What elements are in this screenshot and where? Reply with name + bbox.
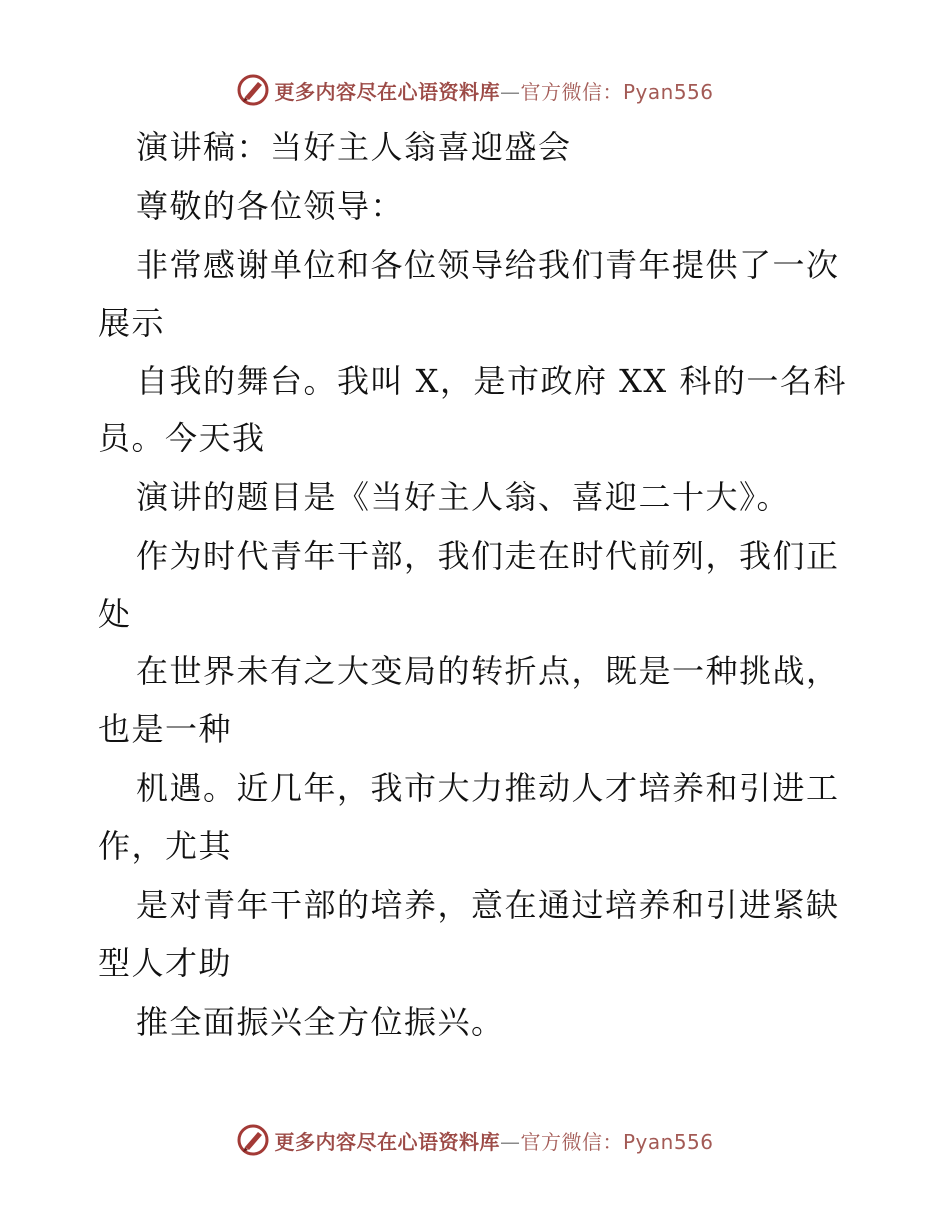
pen-logo-icon [236, 1123, 270, 1157]
paragraph-line: 是对青年干部的培养，意在通过培养和引进紧缺 [136, 886, 840, 924]
paragraph-line: 自我的舞台。我叫 X，是市政府 XX 科的一名科 [136, 362, 847, 400]
paragraph-line: 演讲的题目是《当好主人翁、喜迎二十大》。 [136, 478, 791, 516]
banner-text [274, 1126, 713, 1155]
salutation: 尊敬的各位领导： [136, 187, 405, 225]
paragraph-line: 作为时代青年干部，我们走在时代前列，我们正 [136, 537, 840, 575]
paragraph-line: 作，尤其 [98, 827, 233, 865]
banner-separator: — [499, 79, 521, 104]
banner-separator: — [499, 1129, 521, 1154]
paragraph-line: 处 [98, 595, 132, 633]
banner-wechat-label: 官方微信： [520, 1129, 623, 1154]
paragraph-line: 员。今天我 [98, 419, 266, 457]
banner-wechat-id: Pyan556 [622, 79, 714, 104]
banner-site-text: 更多内容尽在心语资料库 [274, 79, 500, 104]
banner-text [274, 76, 713, 105]
pen-logo-icon [236, 73, 270, 107]
paragraph-line: 也是一种 [98, 710, 233, 748]
paragraph-line: 机遇。近几年，我市大力推动人才培养和引进工 [136, 769, 840, 807]
paragraph-line: 推全面振兴全方位振兴。 [136, 1003, 505, 1041]
header-banner [0, 70, 950, 110]
banner-wechat-label: 官方微信： [520, 79, 623, 104]
paragraph-line: 非常感谢单位和各位领导给我们青年提供了一次 [136, 246, 840, 284]
banner-site-text: 更多内容尽在心语资料库 [274, 1129, 500, 1154]
paragraph-line: 在世界未有之大变局的转折点，既是一种挑战， [136, 652, 840, 690]
paragraph-line: 型人才助 [98, 944, 233, 982]
banner-wechat-id: Pyan556 [622, 1129, 714, 1154]
paragraph-line: 展示 [98, 304, 166, 342]
footer-banner [0, 1120, 950, 1160]
document-title: 演讲稿：当好主人翁喜迎盛会 [136, 128, 572, 166]
